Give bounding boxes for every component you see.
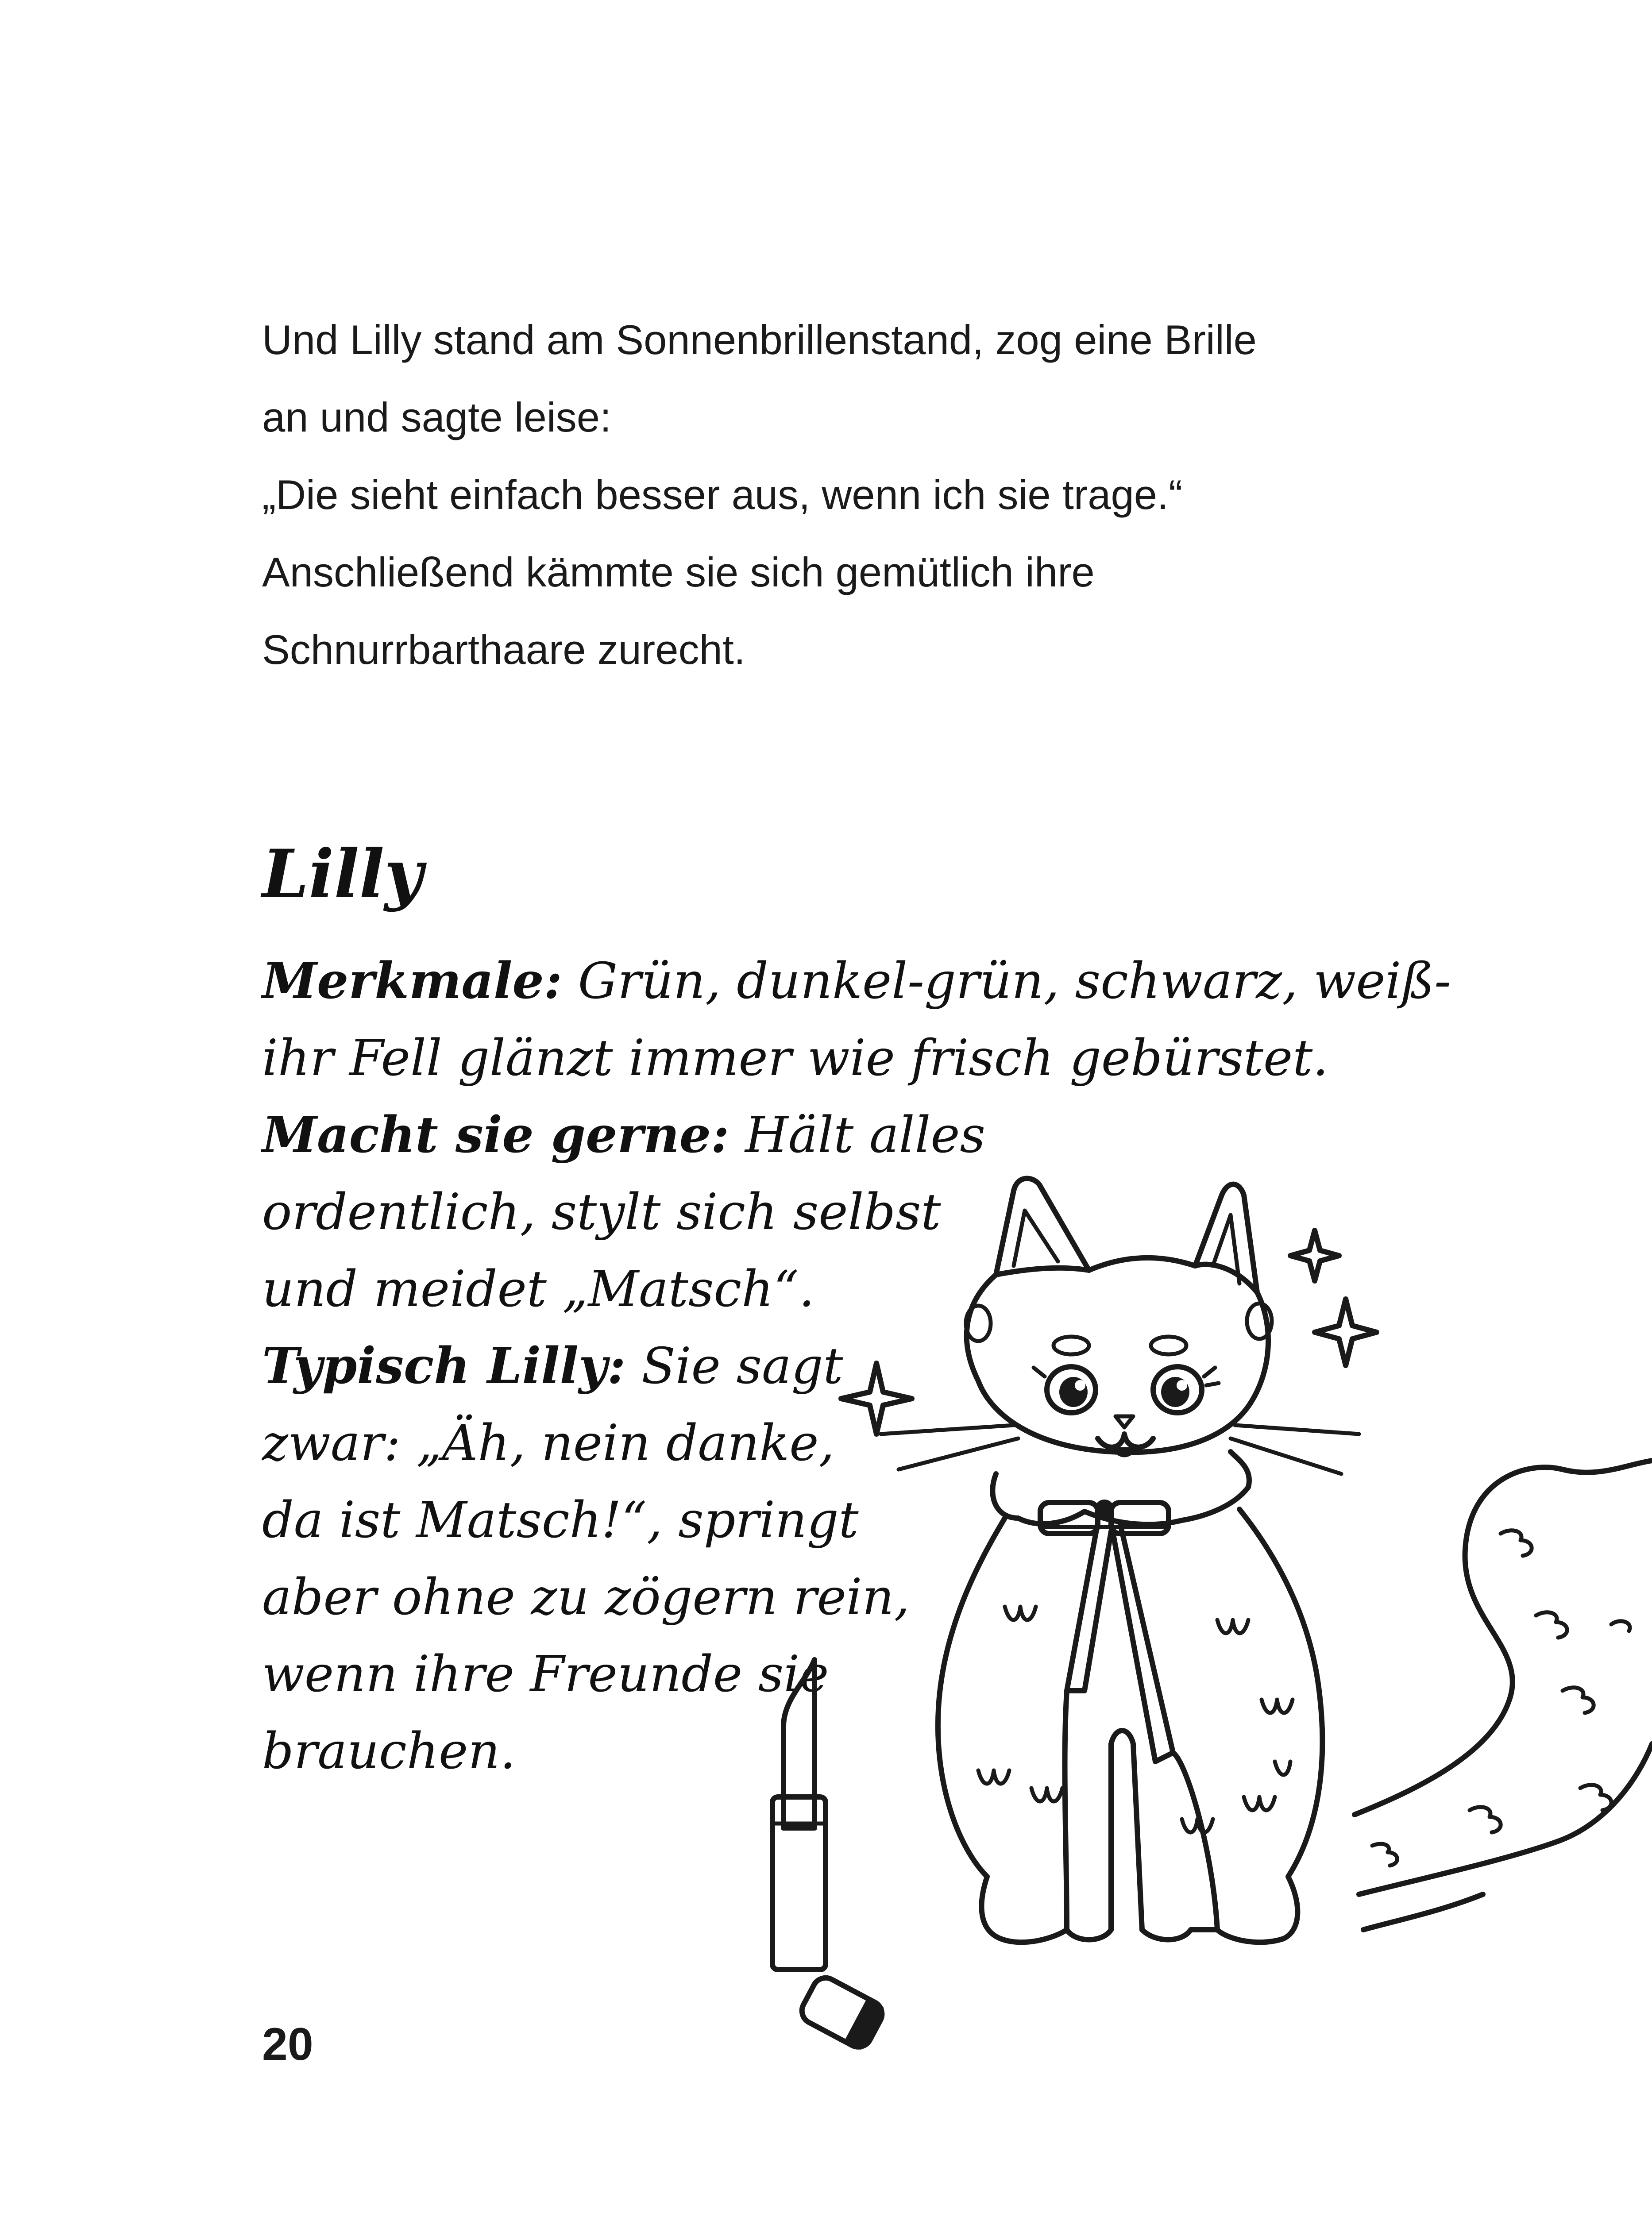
macht-text: Hält alles bbox=[745, 1106, 986, 1164]
lipstick-icon bbox=[772, 1660, 887, 2052]
story-line: „Die sieht einfach besser aus, wenn ich sie trage.“ bbox=[262, 471, 1183, 518]
macht-text: und meidet „Matsch“. bbox=[262, 1261, 815, 1318]
merkmale-text: Grün, dunkel-grün, schwarz, weiß- bbox=[578, 952, 1451, 1010]
profile-row-merkmale bbox=[262, 943, 1451, 1020]
typisch-text: aber ohne zu zögern rein, bbox=[262, 1569, 910, 1626]
cat-head bbox=[881, 1258, 1359, 1474]
typisch-text: Sie sagt bbox=[641, 1338, 843, 1395]
sparkle-icon bbox=[841, 1363, 912, 1434]
cat-illustration bbox=[730, 1098, 1652, 2089]
story-line: an und sagte leise: bbox=[262, 394, 612, 440]
story-line: Anschließend kämmte sie sich gemütlich ihre bbox=[262, 549, 1095, 595]
macht-text: ordentlich, stylt sich selbst bbox=[262, 1184, 941, 1241]
merkmale-text: ihr Fell glänzt immer wie frisch gebürstet. bbox=[262, 1029, 1328, 1087]
typisch-text: brauchen. bbox=[262, 1723, 516, 1780]
cat-collar-bow bbox=[992, 1452, 1249, 1762]
macht-label: Macht sie gerne: bbox=[262, 1106, 730, 1164]
story-line: Schnurrbarthaare zurecht. bbox=[262, 626, 746, 673]
cat-ears bbox=[996, 1179, 1257, 1293]
character-name-heading: Lilly bbox=[262, 835, 423, 913]
merkmale-label: Merkmale: bbox=[262, 952, 563, 1010]
typisch-text: zwar: „Äh, nein danke, bbox=[262, 1415, 835, 1472]
story-line: Und Lilly stand am Sonnenbrillenstand, zog eine Brille bbox=[262, 316, 1257, 363]
typisch-text: wenn ihre Freunde sie bbox=[262, 1646, 829, 1703]
cat-tail bbox=[1355, 1461, 1652, 1930]
typisch-text: da ist Matsch!“, springt bbox=[262, 1492, 859, 1549]
story-paragraph bbox=[262, 301, 1457, 688]
sparkle-icon bbox=[1315, 1299, 1377, 1365]
sparkle-icon bbox=[1290, 1230, 1339, 1281]
typisch-label: Typisch Lilly: bbox=[262, 1337, 626, 1395]
page-number: 20 bbox=[262, 2019, 313, 2070]
